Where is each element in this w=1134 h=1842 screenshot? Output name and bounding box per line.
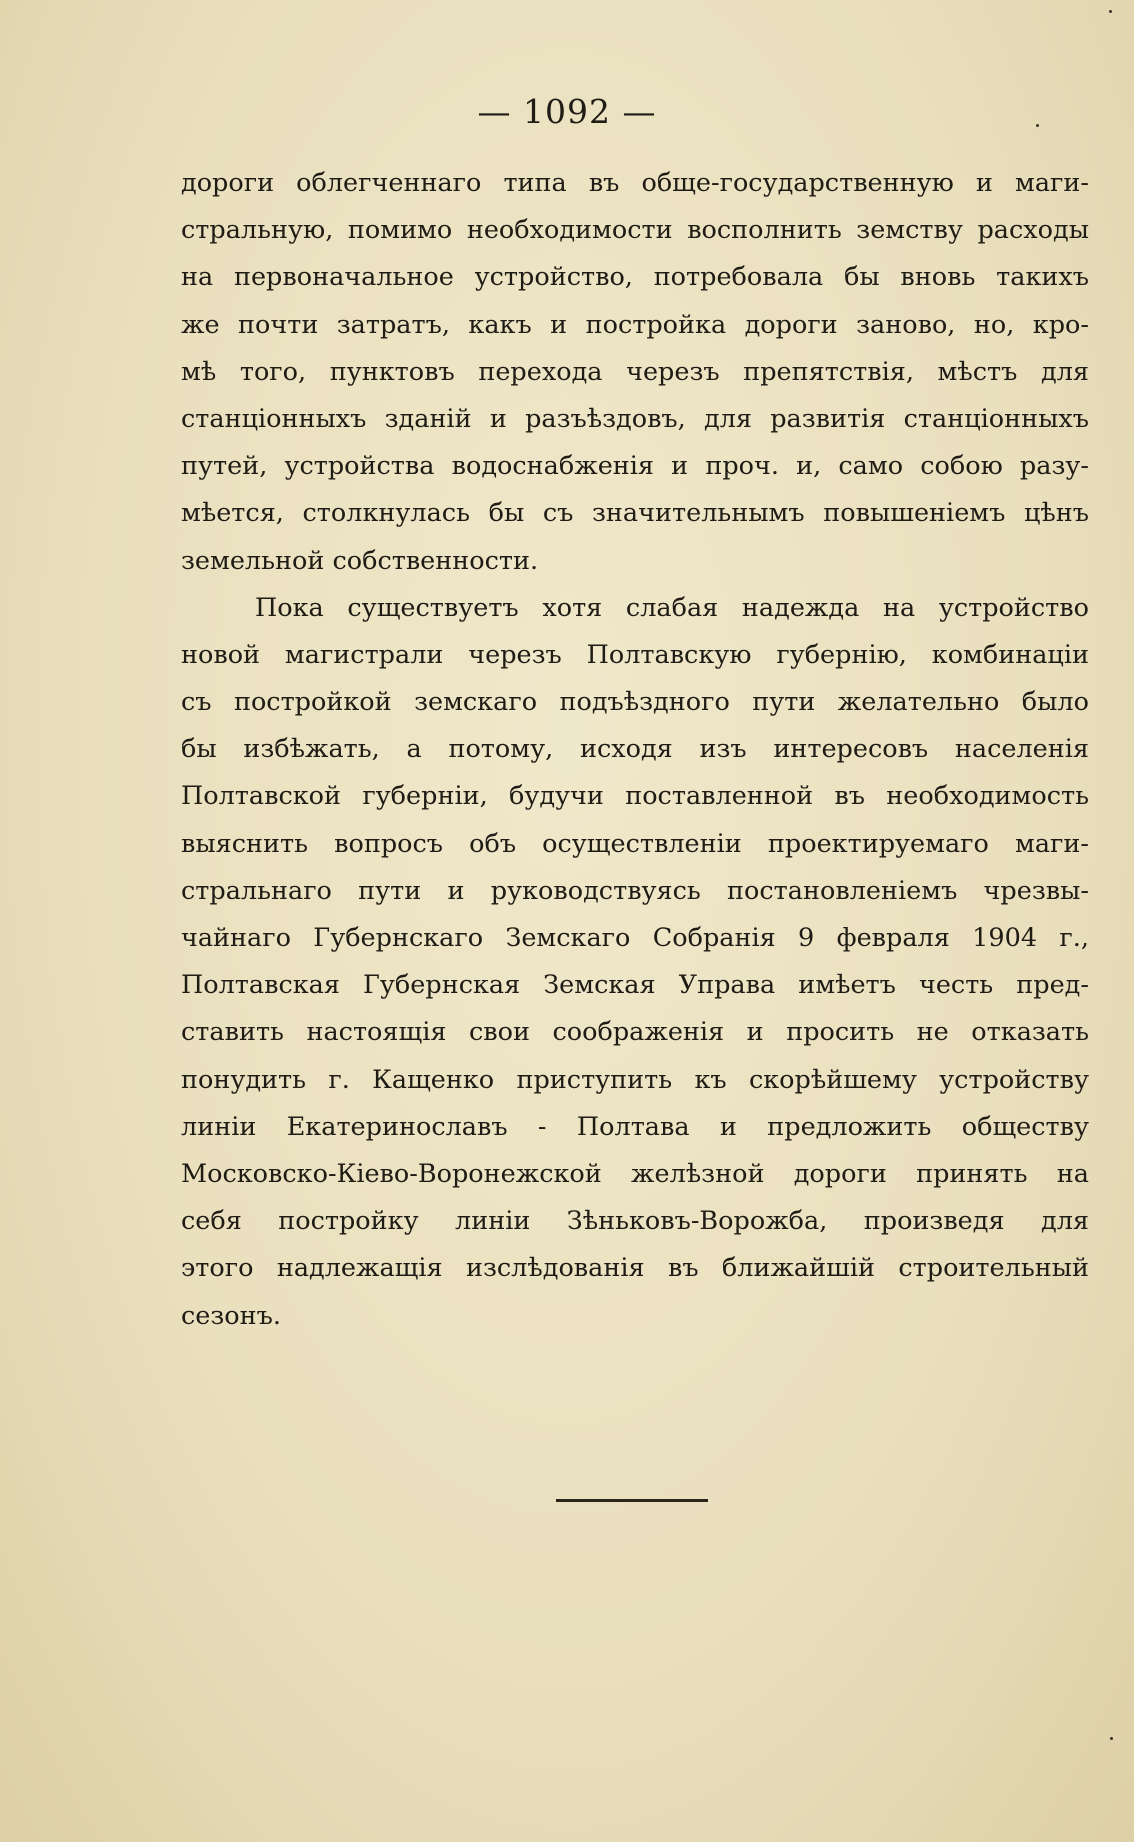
text-line: себя постройку линіи Зѣньковъ-Ворожба, произведя для — [181, 1206, 1089, 1237]
text-line: же почти затратъ, какъ и постройка дороги заново, но, кро- — [181, 309, 1089, 340]
text-line: стральную, помимо необходимости восполнить земству расходы — [181, 215, 1089, 246]
text-line: линіи Екатеринославъ - Полтава и предложить обществу — [181, 1111, 1089, 1142]
text-line: земельной собственности. — [181, 545, 539, 576]
text-line: мѣется, столкнулась бы съ значительнымъ повышеніемъ цѣнъ — [181, 498, 1089, 529]
text-line: чайнаго Губернскаго Земскаго Собранія 9 февраля 1904 г., — [181, 923, 1089, 953]
text-line: Полтавская Губернская Земская Управа имѣетъ честь пред- — [181, 970, 1089, 1001]
text-line: Полтавской губерніи, будучи поставленной въ необходимость — [181, 781, 1089, 812]
text-line: дороги облегченнаго типа въ обще-государственную и маги- — [181, 168, 1089, 198]
text-line: стральнаго пути и руководствуясь постановленіемъ чрезвы- — [181, 875, 1089, 906]
text-line: этого надлежащія изслѣдованія въ ближайшій строительный — [181, 1253, 1089, 1284]
text-line: сезонъ. — [181, 1300, 281, 1331]
section-divider — [556, 1499, 708, 1502]
text-line: понудить г. Кащенко приступить къ скорѣйшему устройству — [181, 1064, 1089, 1095]
text-line: бы избѣжать, а потому, исходя изъ интересовъ населенія — [181, 734, 1089, 765]
text-line: выяснить вопросъ объ осуществленіи проектируемаго маги- — [181, 828, 1089, 859]
text-line: Московско-Кіево-Воронежской желѣзной дороги принять на — [181, 1158, 1089, 1189]
text-line: путей, устройства водоснабженія и проч. и, само собою разу- — [181, 451, 1089, 482]
paragraph-1 — [181, 160, 1089, 585]
paragraph-2 — [181, 585, 1089, 1340]
text-line: мѣ того, пунктовъ перехода черезъ препятствія, мѣстъ для — [181, 356, 1089, 387]
text-line: съ постройкой земскаго подъѣздного пути желательно было — [181, 687, 1089, 718]
text-line: ставить настоящія свои соображенія и просить не отказать — [181, 1017, 1089, 1048]
page-number: — 1092 — — [477, 92, 657, 131]
text-line: новой магистрали черезъ Полтавскую губернію, комбинаціи — [181, 639, 1089, 670]
text-line: на первоначальное устройство, потребовала бы вновь такихъ — [181, 262, 1089, 293]
body-text — [181, 160, 1089, 1340]
paper-speck — [1109, 10, 1112, 13]
text-line: станціонныхъ зданій и разъѣздовъ, для развитія станціонныхъ — [181, 403, 1089, 434]
paper-speck — [1110, 1737, 1113, 1740]
text-line: Пока существуетъ хотя слабая надежда на устройство — [255, 592, 1089, 623]
